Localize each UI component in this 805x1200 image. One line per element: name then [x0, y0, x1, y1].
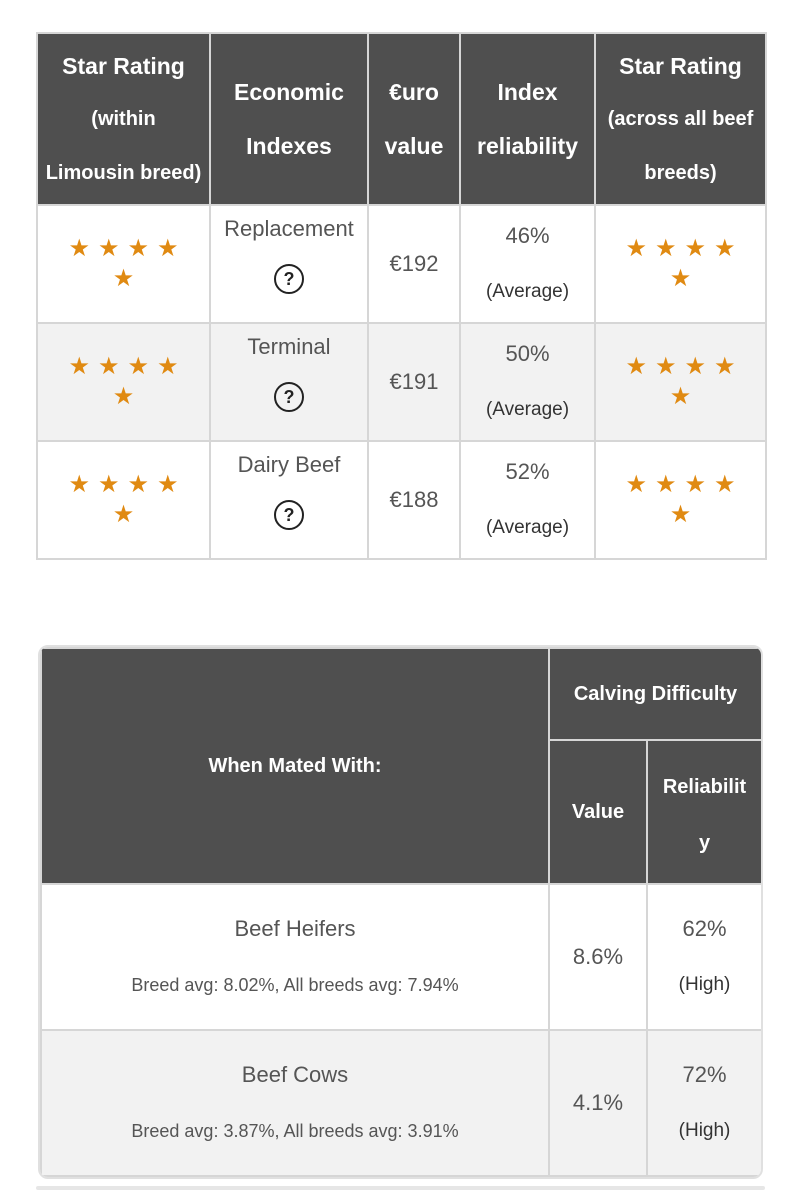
star-icon: ★: [112, 501, 143, 528]
star-rating-within: [38, 470, 209, 530]
header-star-within-line1: Star Rating: [62, 53, 185, 79]
header-star-across-line1: Star Rating: [619, 53, 742, 79]
star-rating-within-cell: [37, 205, 210, 323]
header-euro-value: [368, 33, 460, 205]
star-rating-within-cell: [37, 441, 210, 559]
header-star-across-line2: (across all beef: [607, 108, 754, 130]
euro-value: €191: [368, 323, 460, 441]
star-icon: ★: [112, 383, 143, 410]
index-row-replacement: [37, 205, 766, 323]
index-name-cell: [210, 323, 368, 441]
star-rating-across: [596, 352, 765, 412]
header-economic-line2: Indexes: [246, 133, 332, 159]
reliability-label: (High): [678, 974, 731, 995]
star-rating-within-cell: [37, 323, 210, 441]
calving-difficulty-table: [40, 647, 763, 1177]
calving-row-beef-cows: [41, 1030, 762, 1176]
header-star-rating-across: [595, 33, 766, 205]
star-rating-across-cell: [595, 441, 766, 559]
calving-row-beef-heifers: [41, 884, 762, 1030]
economic-index-table: [36, 32, 767, 560]
index-row-dairy-beef: [37, 441, 766, 559]
index-reliability-cell: [460, 205, 595, 323]
calving-difficulty-card: [38, 645, 763, 1179]
mated-with-name: Beef Cows: [241, 1062, 349, 1087]
star-icons: ★★★★: [68, 353, 187, 380]
mated-with-name: Beef Heifers: [234, 916, 356, 941]
breed-averages: Breed avg: 3.87%, All breeds avg: 3.91%: [131, 1121, 459, 1141]
star-icon: ★: [669, 501, 700, 528]
mated-with-cell: [41, 884, 549, 1030]
star-rating-within: [38, 234, 209, 294]
star-rating-within: [38, 352, 209, 412]
calving-value: 8.6%: [549, 884, 647, 1030]
reliability-percent: 72%: [682, 1062, 727, 1087]
star-icons: ★★★★: [625, 353, 744, 380]
euro-value: €192: [368, 205, 460, 323]
index-name: Replacement: [224, 216, 354, 241]
header-star-within-line3: Limousin breed): [45, 162, 202, 184]
bottom-divider: [36, 1186, 765, 1190]
euro-value: €188: [368, 441, 460, 559]
header-economic-indexes: [210, 33, 368, 205]
header-star-within-line2: (within: [91, 108, 156, 130]
index-name: Terminal: [247, 334, 331, 359]
header-euro-line1: €uro: [389, 79, 439, 105]
star-rating-across: [596, 234, 765, 294]
calving-reliability-cell: [647, 884, 762, 1030]
help-icon[interactable]: ?: [274, 500, 304, 530]
reliability-label: (High): [678, 1120, 731, 1141]
index-table-header-row: [37, 33, 766, 205]
index-name-cell: [210, 441, 368, 559]
header-index-reliability: [460, 33, 595, 205]
reliability-percent: 50%: [505, 341, 550, 366]
help-icon[interactable]: ?: [274, 264, 304, 294]
star-rating-across-cell: [595, 323, 766, 441]
star-icon: ★: [669, 265, 700, 292]
mated-with-cell: [41, 1030, 549, 1176]
star-icons: ★★★★: [625, 235, 744, 262]
header-calving-difficulty: Calving Difficulty: [549, 648, 762, 740]
star-icons: ★★★★: [68, 471, 187, 498]
index-row-terminal: [37, 323, 766, 441]
header-economic-line1: Economic: [234, 79, 344, 105]
help-icon[interactable]: ?: [274, 382, 304, 412]
index-name: Dairy Beef: [237, 452, 341, 477]
index-reliability-cell: [460, 323, 595, 441]
reliability-label: (Average): [485, 517, 570, 538]
header-reliability-line1: Index: [497, 79, 558, 105]
star-icons: ★★★★: [68, 235, 187, 262]
header-reliability: [647, 740, 762, 884]
reliability-label: (Average): [485, 399, 570, 420]
reliability-percent: 62%: [682, 916, 727, 941]
header-reliability-line2: reliability: [477, 133, 578, 159]
header-star-across-line3: breeds): [644, 162, 717, 184]
reliability-percent: 52%: [505, 459, 550, 484]
header-reliability-line1: Reliabilit: [662, 776, 747, 798]
star-icon: ★: [112, 265, 143, 292]
header-when-mated-with: When Mated With:: [41, 648, 549, 884]
calving-value: 4.1%: [549, 1030, 647, 1176]
header-value: Value: [549, 740, 647, 884]
star-icon: ★: [669, 383, 700, 410]
index-reliability-cell: [460, 441, 595, 559]
header-star-rating-within: [37, 33, 210, 205]
star-rating-across: [596, 470, 765, 530]
index-name-cell: [210, 205, 368, 323]
reliability-percent: 46%: [505, 223, 550, 248]
star-icons: ★★★★: [625, 471, 744, 498]
breed-averages: Breed avg: 8.02%, All breeds avg: 7.94%: [131, 975, 459, 995]
reliability-label: (Average): [485, 281, 570, 302]
calving-reliability-cell: [647, 1030, 762, 1176]
star-rating-across-cell: [595, 205, 766, 323]
header-reliability-line2: y: [698, 832, 711, 854]
calving-header-row-1: [41, 648, 762, 740]
header-euro-line2: value: [384, 133, 444, 159]
